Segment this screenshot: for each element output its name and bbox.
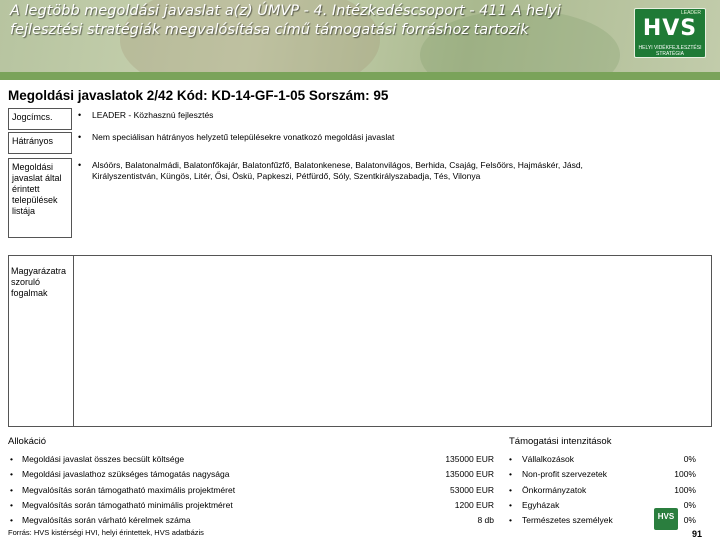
fogalmak-divider bbox=[73, 256, 74, 426]
allocation-label: Megvalósítás során várható kérelmek száma bbox=[22, 515, 191, 525]
allocation-value: 1200 EUR bbox=[454, 500, 494, 510]
page-title: A legtöbb megoldási javaslat a(z) ÚMVP - 4. Intézkedéscsoport - 411 A helyi fejlesztési stratégiák megvalósítása című támogatási forráshoz tartozik bbox=[10, 3, 561, 38]
label-hatranyos: Hátrányos bbox=[8, 132, 72, 154]
support-value: 100% bbox=[674, 485, 696, 495]
telepulesek-line-1: Alsóörs, Balatonalmádi, Balatonfőkajár, Balatonfűzfő, Balatonkenese, Balatonvilágos, Berhida, Csajág, Felsőörs, Hajmáskér, Jásd, bbox=[92, 160, 583, 170]
jogcimcs-value: LEADER - Közhasznú fejlesztés bbox=[92, 110, 214, 120]
allocation-value: 135000 EUR bbox=[445, 454, 494, 464]
bullet: • bbox=[78, 132, 82, 142]
page-number: 91 bbox=[692, 529, 703, 539]
support-value: 0% bbox=[683, 515, 696, 525]
support-value: 100% bbox=[674, 469, 696, 479]
support-label: Non-profit szervezetek bbox=[522, 469, 608, 479]
bullet: • bbox=[78, 110, 82, 120]
allocation-label: Megoldási javaslathoz szükséges támogatás nagysága bbox=[22, 469, 230, 479]
bullet: • bbox=[10, 500, 13, 510]
allocation-title: Allokáció bbox=[8, 436, 47, 447]
support-label: Egyházak bbox=[522, 500, 560, 510]
bullet: • bbox=[78, 160, 82, 170]
bullet: • bbox=[10, 454, 13, 464]
telepulesek-line-2: Királyszentistván, Küngös, Litér, Ősi, Öskü, Papkeszi, Pétfürdő, Sóly, Szentkirályszabadja, Tés, Vilonya bbox=[92, 171, 481, 181]
corner-logo-text: HVS bbox=[657, 512, 675, 521]
bullet: • bbox=[509, 515, 512, 525]
bullet: • bbox=[509, 485, 512, 495]
logo-top-text: LEADER bbox=[680, 10, 701, 16]
bullet: • bbox=[10, 515, 13, 525]
logo-bottom-text: HELYI VIDÉKFEJLESZTÉSI STRATÉGIA bbox=[638, 45, 702, 57]
bullet: • bbox=[509, 454, 512, 464]
bullet: • bbox=[10, 485, 13, 495]
fogalmak-box bbox=[8, 255, 712, 427]
support-value: 0% bbox=[683, 454, 696, 464]
logo-letters: HVS bbox=[642, 16, 698, 41]
label-telepulesek: Megoldási javaslat által érintett települések listája bbox=[8, 158, 72, 238]
allocation-label: Megvalósítás során támogatható maximális projektméret bbox=[22, 485, 236, 495]
allocation-value: 8 db bbox=[477, 515, 494, 525]
bullet: • bbox=[509, 469, 512, 479]
allocation-label: Megoldási javaslat összes becsült költsége bbox=[22, 454, 185, 464]
label-fogalmak: Magyarázatra szoruló fogalmak bbox=[11, 266, 67, 298]
support-label: Természetes személyek bbox=[522, 515, 613, 525]
hatranyos-value: Nem speciálisan hátrányos helyzetű településekre vonatkozó megoldási javaslat bbox=[92, 132, 395, 142]
header-divider bbox=[0, 72, 720, 80]
bullet: • bbox=[10, 469, 13, 479]
section-title: Megoldási javaslatok 2/42 Kód: KD-14-GF-1-05 Sorszám: 95 bbox=[8, 88, 389, 103]
support-intensity-title: Támogatási intenzitások bbox=[509, 436, 612, 447]
support-label: Vállalkozások bbox=[522, 454, 574, 464]
hvs-corner-logo bbox=[654, 508, 678, 530]
allocation-value: 53000 EUR bbox=[450, 485, 494, 495]
support-value: 0% bbox=[683, 500, 696, 510]
sources-note: Forrás: HVS kistérségi HVI, helyi érintettek, HVS adatbázis bbox=[8, 528, 204, 537]
header-banner bbox=[0, 0, 720, 72]
support-label: Önkormányzatok bbox=[522, 485, 587, 495]
label-jogcimcs: Jogcímcs. bbox=[8, 108, 72, 130]
bullet: • bbox=[509, 500, 512, 510]
allocation-label: Megvalósítás során támogatható minimális projektméret bbox=[22, 500, 233, 510]
allocation-value: 135000 EUR bbox=[445, 469, 494, 479]
hvs-logo bbox=[634, 8, 706, 58]
